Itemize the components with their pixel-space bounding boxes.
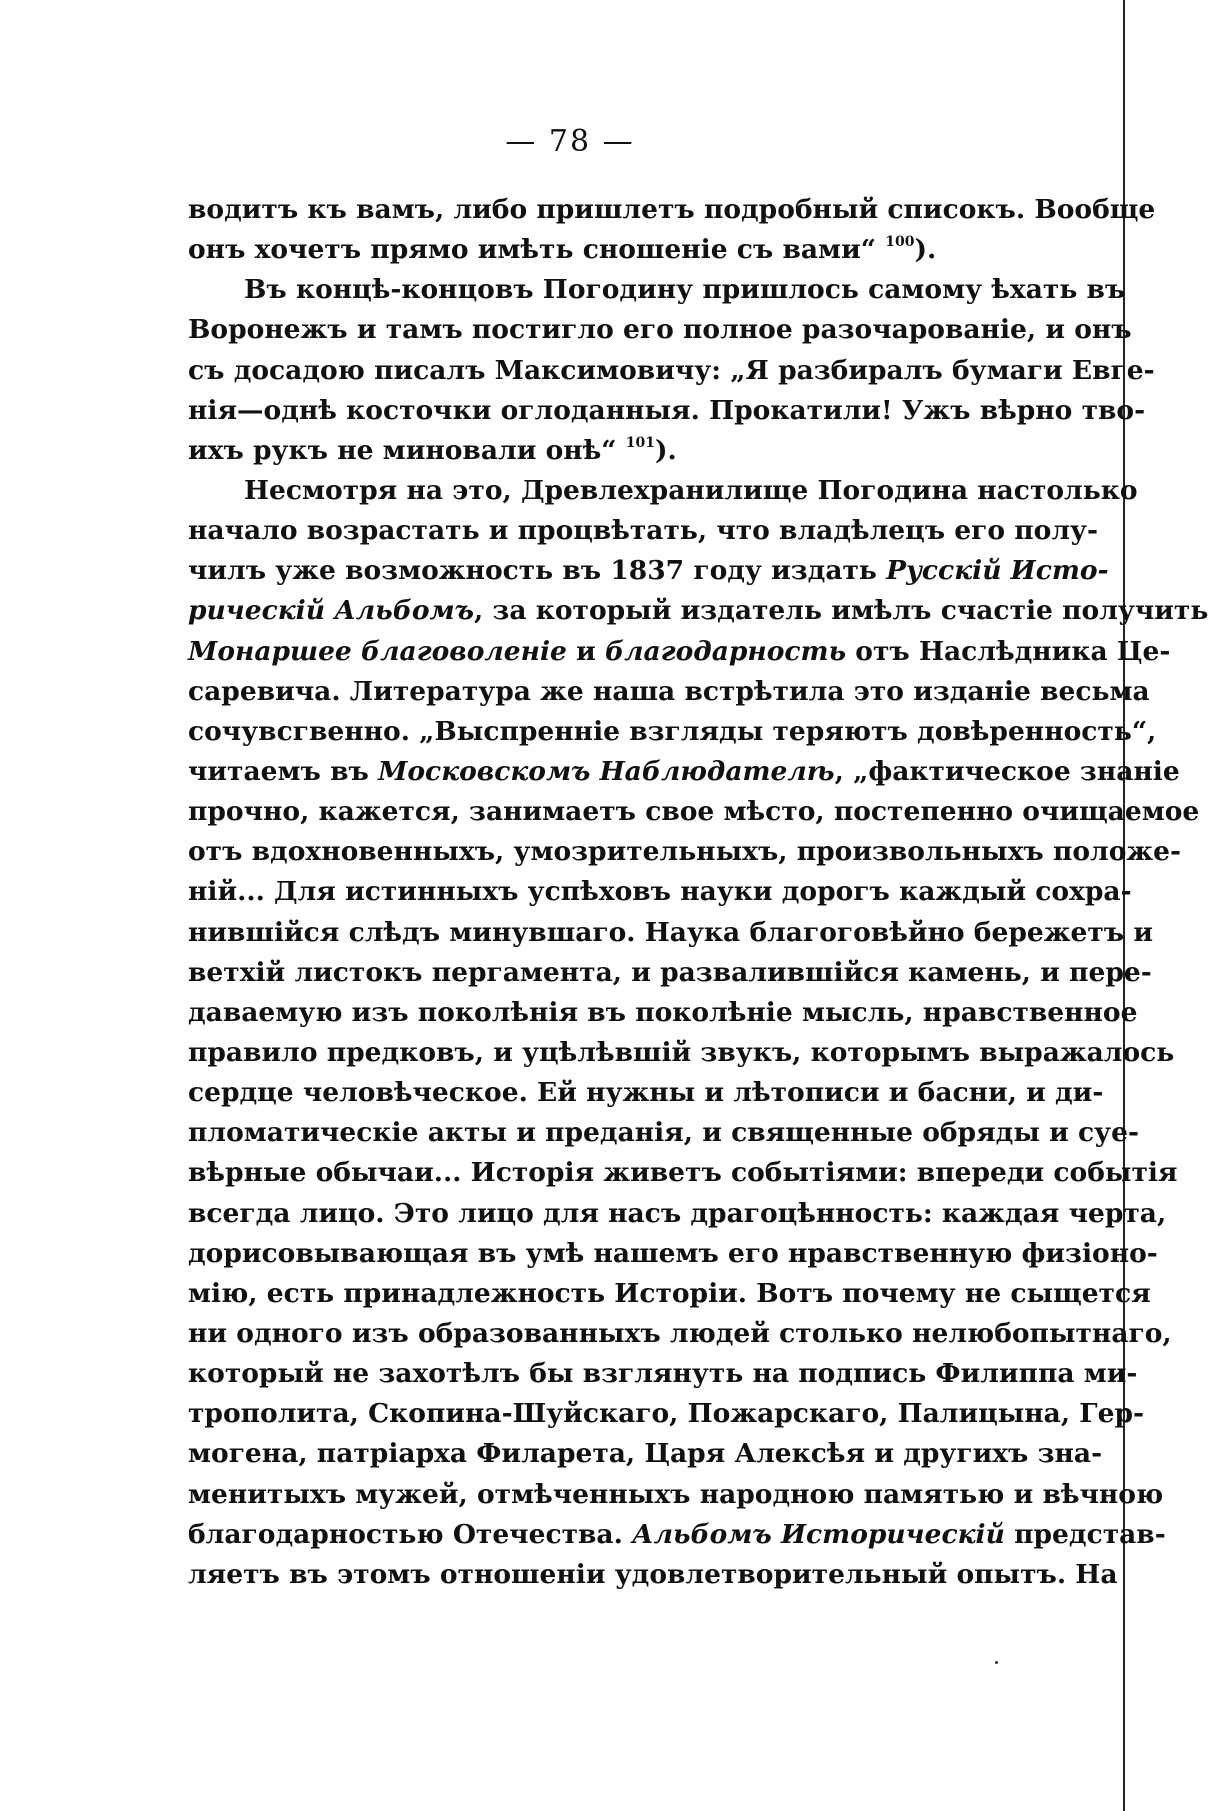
text-run: и (566, 635, 605, 667)
text-line (188, 270, 1126, 310)
text-run: сердце человѣческое. Ей нужны и лѣтописи и басни, и ди- (188, 1077, 1104, 1109)
text-line (188, 431, 1046, 471)
text-run: трополита, Скопина-Шуйскаго, Пожарскаго, Палицына, Гер- (188, 1398, 1144, 1430)
text-run: онъ хочетъ прямо имѣть сношеніе съ вами“ (188, 234, 886, 266)
text-run: ляетъ въ этомъ отношеніи удовлетворительный опытъ. На (188, 1558, 1118, 1590)
text-line (188, 1274, 1151, 1314)
text-run: Несмотря на это, Древлехранилище Погодина настолько (244, 474, 1138, 506)
italic-title: Альбомъ Историческій (632, 1518, 1005, 1550)
text-run: саревича. Литература же наша встрѣтила это изданіе весьма (188, 675, 1150, 707)
text-run: дорисовывающая въ умѣ нашемъ его нравственную физіоно- (188, 1237, 1158, 1269)
text-line (188, 1113, 1139, 1153)
body-text (188, 190, 1208, 1595)
text-line (188, 591, 1208, 631)
text-run: ни одного изъ образованныхъ людей столько нелюбопытнаго, (188, 1317, 1172, 1349)
text-run: сочувсгвенно. „Выспренніе взгляды теряютъ довѣренность“, (188, 715, 1157, 747)
text-run: начало возрастать и процвѣтать, что владѣлецъ его полу- (188, 515, 1099, 547)
text-run: вѣрные обычаи... Исторія живетъ событіями: впереди событія (188, 1157, 1178, 1189)
text-run: всегда лицо. Это лицо для насъ драгоцѣнность: каждая черта, (188, 1197, 1167, 1229)
text-run: чилъ уже возможность въ 1837 году издать (188, 555, 887, 587)
text-line (188, 872, 1132, 912)
text-line (188, 752, 1180, 792)
text-line (188, 1194, 1167, 1234)
text-run: читаемъ въ (188, 755, 379, 787)
text-run: пломатическіе акты и преданія, и священные обряды и суе- (188, 1117, 1139, 1149)
text-line (188, 632, 1171, 672)
text-line (188, 1515, 1166, 1555)
text-line (188, 471, 1138, 511)
text-run: Въ концѣ-концовъ Погодину пришлось самому ѣхать въ (244, 274, 1126, 306)
italic-phrase: благодарность (605, 635, 847, 667)
footnote-close: ). (914, 234, 937, 266)
text-line (188, 1033, 1175, 1073)
text-run: отъ вдохновенныхъ, умозрительныхъ, произвольныхъ положе- (188, 836, 1182, 868)
italic-title: рическій Альбомъ (188, 595, 474, 627)
text-run: менитыхъ мужей, отмѣченныхъ народною памятью и вѣчною (188, 1478, 1164, 1510)
text-line (188, 230, 1046, 270)
text-run: водитъ къ вамъ, либо пришлетъ подробный списокъ. Вообще (188, 194, 1156, 225)
text-run: ветхій листокъ пергамента, и развалившійся камень, и пере- (188, 956, 1152, 988)
text-line (188, 1555, 1118, 1595)
text-line (188, 391, 1146, 431)
footnote-ref-100: 100 (885, 234, 915, 251)
text-line (188, 511, 1099, 551)
text-run: , за который издатель имѣлъ счастіе получить (473, 595, 1208, 627)
text-line (188, 1394, 1144, 1434)
text-line (188, 792, 1200, 832)
text-line (188, 913, 1153, 953)
text-line (188, 190, 1156, 230)
text-run: съ досадою писалъ Максимовичу: „Я разбиралъ бумаги Евге- (188, 354, 1155, 386)
text-run: ній... Для истинныхъ успѣховъ науки дорогъ каждый сохра- (188, 876, 1132, 908)
text-run: , „фактическое знаніе (834, 755, 1180, 787)
text-line (188, 1153, 1178, 1193)
text-line (188, 832, 1182, 872)
text-line (188, 1234, 1158, 1274)
text-line (188, 351, 1155, 391)
text-line (188, 672, 1150, 712)
text-line (188, 551, 1109, 591)
text-line (188, 1434, 1103, 1474)
text-run: прочно, кажется, занимаетъ свое мѣсто, постепенно очищаемое (188, 796, 1200, 828)
text-line (188, 993, 1138, 1033)
text-run: отъ Наслѣдника Це- (846, 635, 1171, 667)
print-speck (995, 1661, 998, 1664)
text-run: благодарностью Отечества. (188, 1518, 633, 1550)
italic-phrase: Монаршее благоволеніе (188, 635, 567, 667)
text-run: могена, патріарха Филарета, Царя Алексѣя и другихъ зна- (188, 1438, 1103, 1470)
text-line (188, 1354, 1138, 1394)
text-line (188, 1475, 1164, 1515)
text-run: мію, есть принадлежность Исторіи. Вотъ почему не сыщется (188, 1277, 1151, 1309)
footnote-close: ). (654, 434, 677, 466)
text-run: ихъ рукъ не миновали онѣ“ (188, 434, 626, 466)
text-run: который не захотѣлъ бы взглянуть на подпись Филиппа ми- (188, 1358, 1138, 1390)
text-run: даваемую изъ поколѣнія въ поколѣніе мысль, нравственное (188, 996, 1138, 1028)
text-line (188, 953, 1152, 993)
text-line (188, 1073, 1104, 1113)
text-run: правило предковъ, и уцѣлѣвшій звукъ, которымъ выражалось (188, 1036, 1175, 1068)
text-run: нившійся слѣдъ минувшаго. Наука благоговѣйно бережетъ и (188, 916, 1153, 948)
text-line (188, 1314, 1172, 1354)
italic-title: Московскомъ Наблюдателѣ (378, 755, 835, 787)
text-run: Воронежъ и тамъ постигло его полное разочарованіе, и онъ (188, 314, 1132, 346)
text-line (188, 712, 1157, 752)
text-line (188, 310, 1132, 350)
page-number: — 78 — (505, 124, 635, 159)
italic-title: Русскій Исто- (886, 555, 1109, 587)
text-run: представ- (1004, 1518, 1166, 1550)
text-run: нія—однѣ косточки оглоданныя. Прокатили! Ужъ вѣрно тво- (188, 394, 1146, 426)
footnote-ref-101: 101 (625, 434, 655, 451)
